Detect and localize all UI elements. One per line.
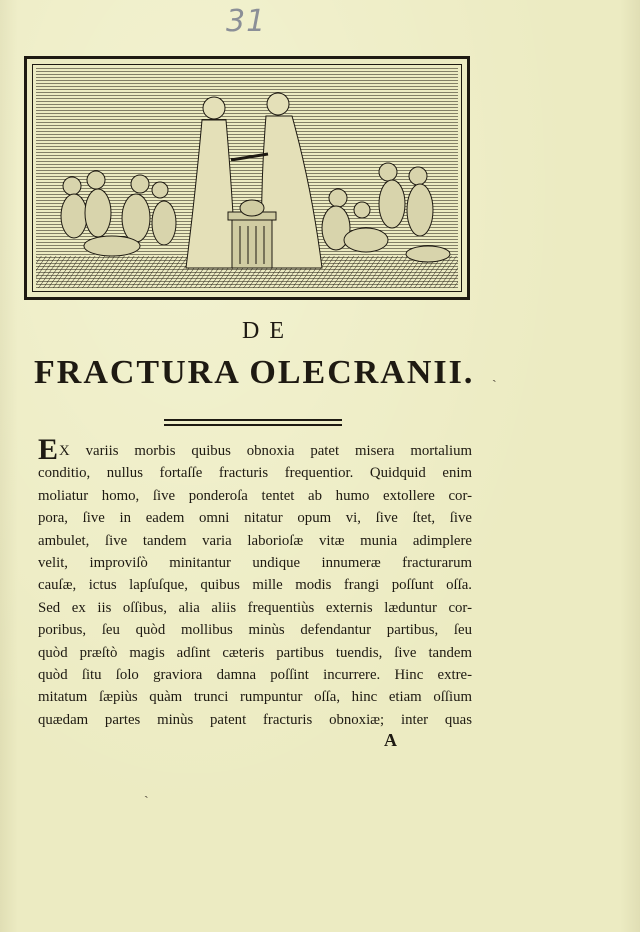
body-line-13: quædam partes minùs patent fracturis obnoxiæ; inter quas (38, 711, 472, 728)
double-rule-bottom (164, 424, 342, 426)
body-line-12: mitatum ſæpiùs quàm trunci rumpuntur oſſa, hinc etiam oſſium (38, 689, 472, 706)
body-line-5: ambulet, ſive tandem varia laborioſæ vitæ munia adimplere (38, 532, 472, 549)
body-line-7: cauſæ, ictus lapſuſque, quibus mille modis frangi poſſunt oſſa. (38, 577, 472, 594)
signature-mark: A (384, 730, 397, 750)
folio-mark: 31 (226, 4, 267, 39)
vignette-engraving (36, 68, 458, 288)
chapter-title: FRACTURA OLECRANII. (34, 354, 475, 391)
body-line-4: pora, ſive in eadem omni nitatur opum vi, ſive ſtet, ſive (38, 510, 472, 527)
body-line-9: poribus, ſeu quòd mollibus minùs defendantur partibus, ſeu (38, 622, 472, 639)
body-line-2: conditio, nullus fortaſſe fracturis frequentior. Quidquid enim (38, 465, 472, 482)
margin-tick: ˏ (492, 368, 497, 383)
double-rule-top (164, 419, 342, 421)
body-line-1 (38, 433, 472, 466)
heading-de: DE (242, 318, 294, 344)
body-line-10: quòd præſtò magis adſint cæteris partibus tuendis, ſive tandem (38, 644, 472, 661)
body-line-8: Sed ex iis oſſibus, alia aliis frequentiùs externis læduntur cor- (38, 599, 472, 616)
drop-capital: E (38, 433, 59, 466)
body-text (38, 433, 472, 731)
dropcap-rest: X (59, 443, 70, 459)
engraved-vignette (24, 56, 470, 300)
body-line-3: moliatur homo, ſive ponderoſa tentet ab humo extollere cor- (38, 487, 472, 504)
margin-tick: ˏ (144, 784, 149, 799)
body-line-1-text: variis morbis quibus obnoxia patet misera mortalium (85, 443, 472, 459)
body-line-6: velit, improviſò minitantur undique innumeræ fracturarum (38, 555, 472, 572)
body-line-11: quòd ſitu ſolo graviora damna poſſint incurrere. Hinc extre- (38, 667, 472, 684)
